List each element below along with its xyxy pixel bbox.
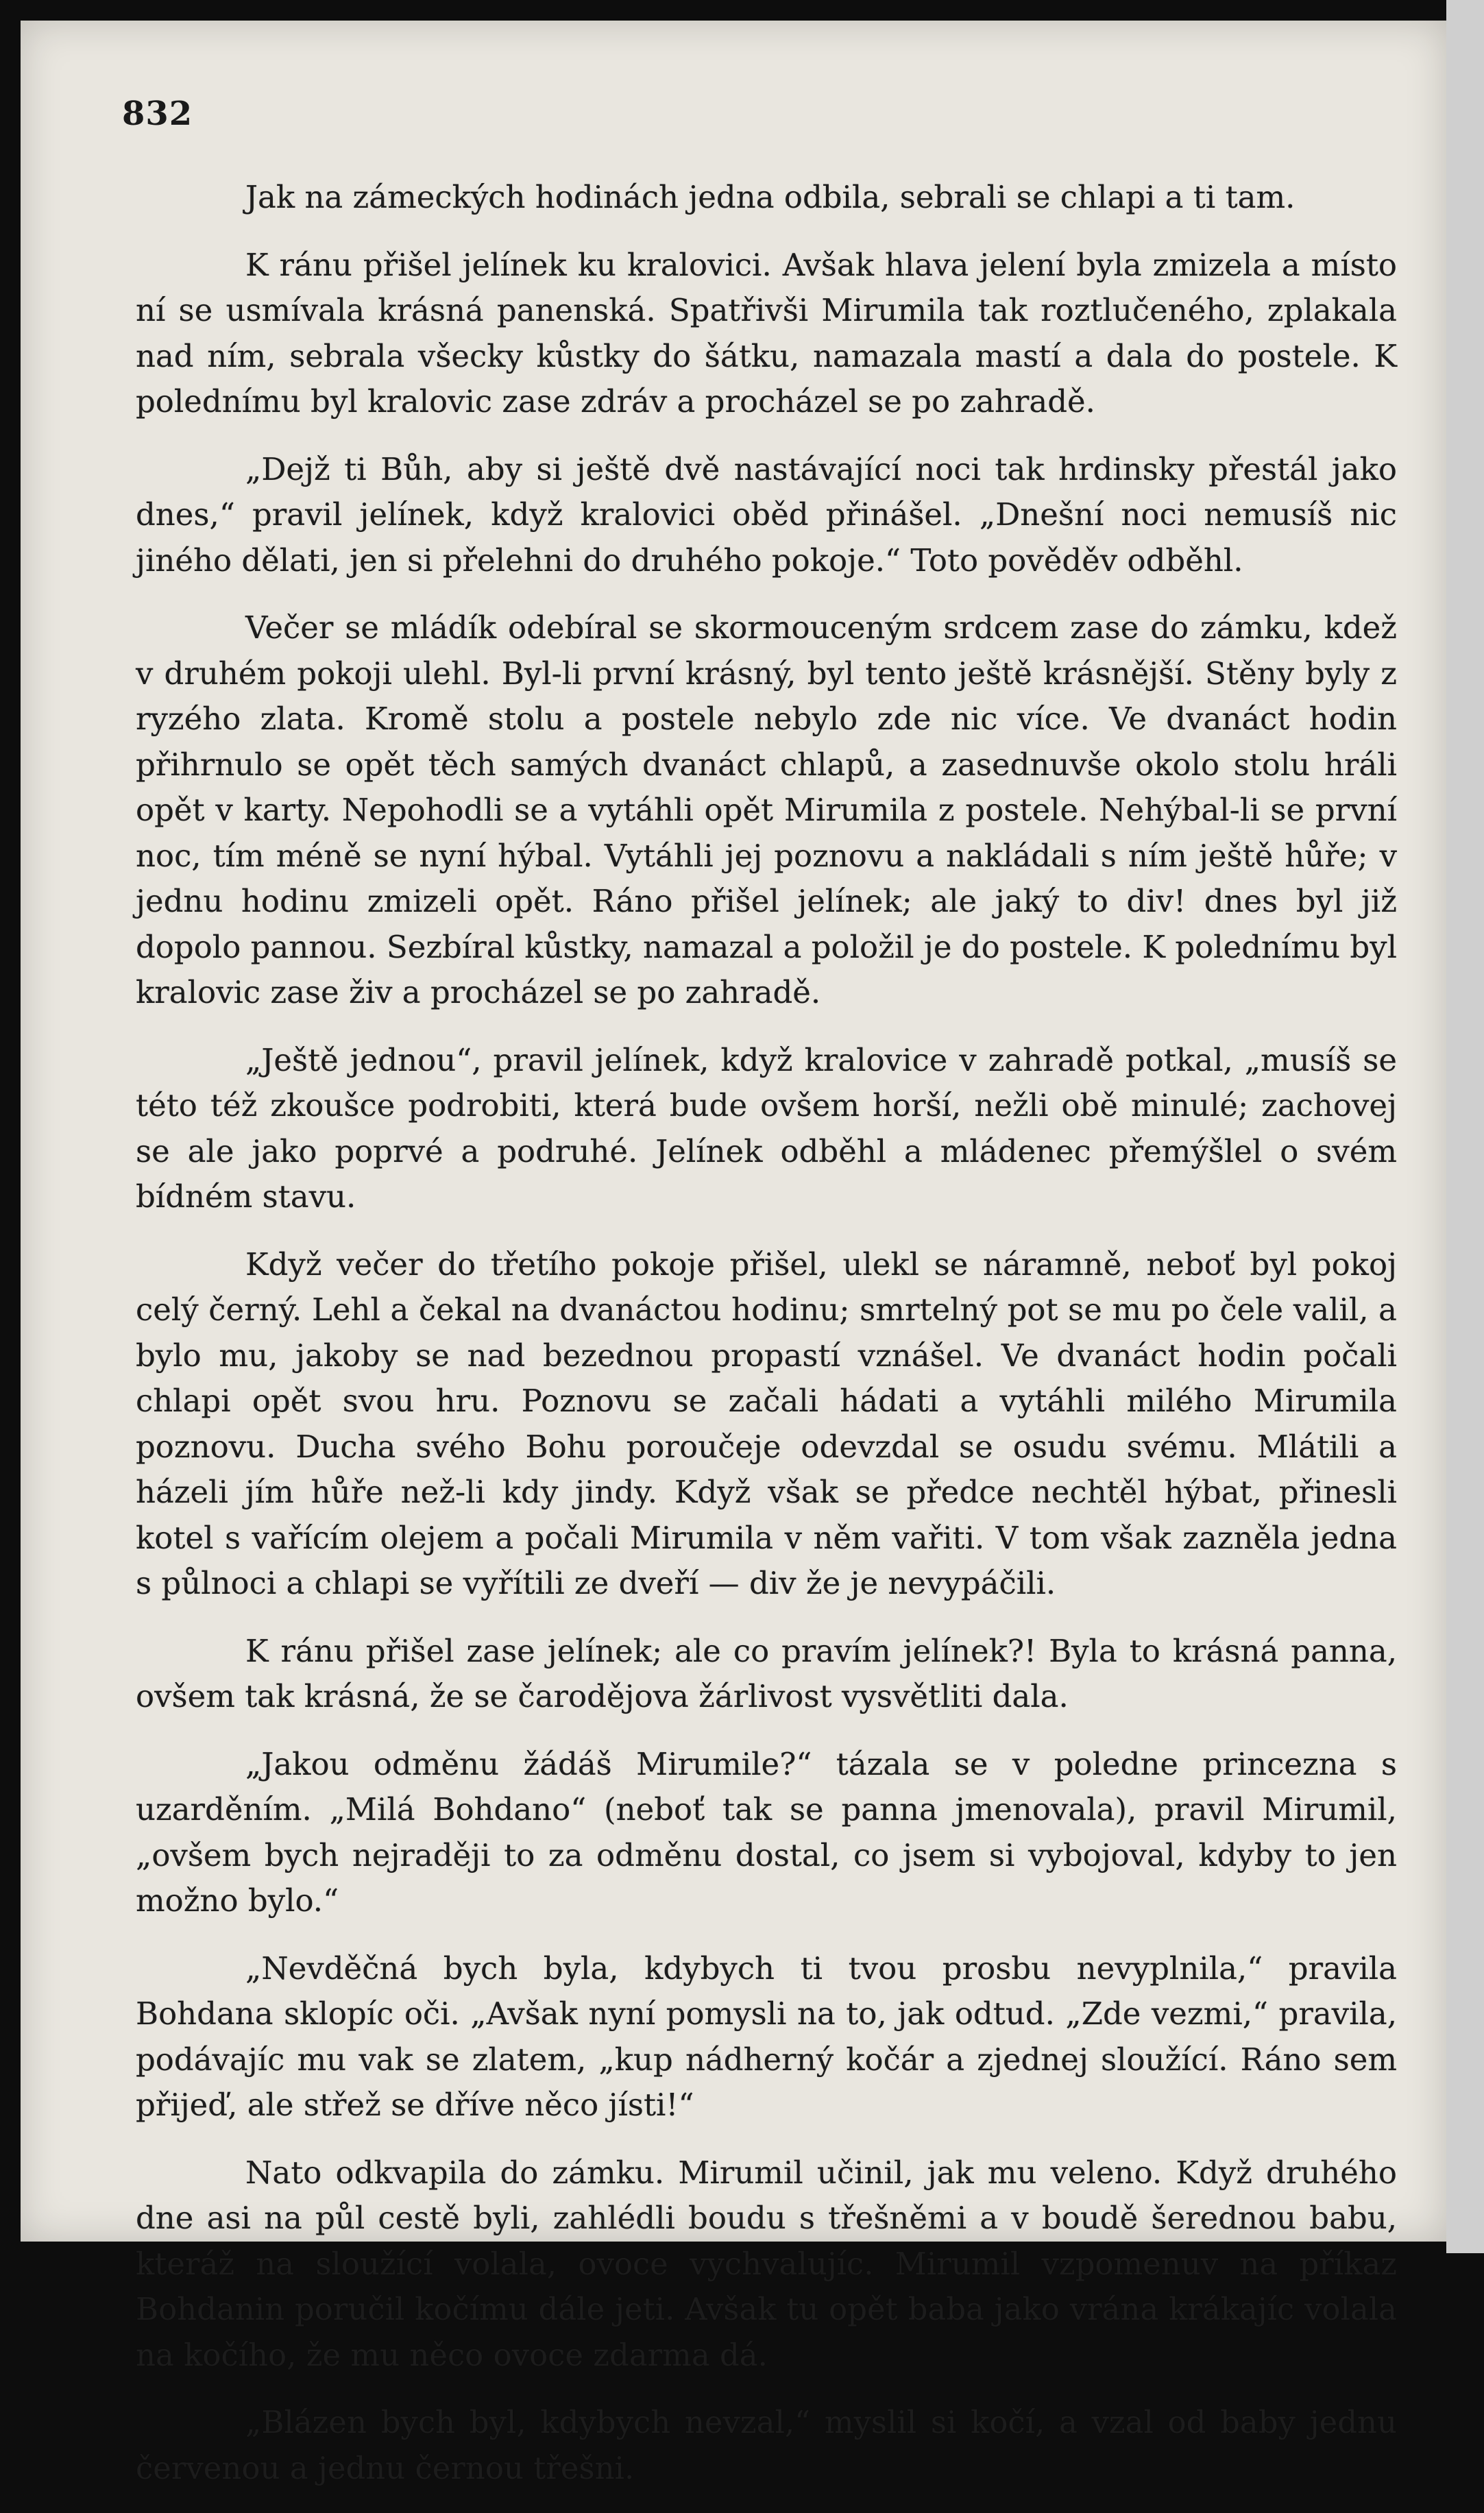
paragraph-4: Večer se mládík odebíral se skormouceným srdcem zase do zámku, kdež v druhém pokoji ulehl. Byl-li první krásný, byl tento ještě krásnější. Stěny byly z ryzého zlata. Kromě stolu a postele nebylo zde nic více. Ve dvanáct hodin přihrnulo se opět těch samých dvanáct chlapů, a zasednuvše okolo stolu hráli opět v karty. Nepohodli se a vytáhli opět Mirumila z postele. Nehýbal-li se první noc, tím méně se nyní hýbal. Vytáhli jej poznovu a nakládali s ním ještě hůře; v jednu hodinu zmizeli opět. Ráno přišel jelínek; ale jaký to div! dnes byl již dopolo pannou. Sezbíral kůstky, namazal a položil je do postele. K polednímu byl kralovic zase živ a procházel se po zahradě. [136, 609, 1397, 1010]
paragraph-9: „Nevděčná bych byla, kdybych ti tvou prosbu nevyplnila,“ pravila Bohdana sklopíc oči. „Avšak nyní pomysli na to, jak odtud. „Zde vezmi,“ pravila, podávajíc mu vak se zlatem, „kup nádherný kočár a zjednej sloužící. Ráno sem přijeď, ale střež se dříve něco jísti!“ [136, 1950, 1397, 2123]
paragraph-6: Když večer do třetího pokoje přišel, ulekl se náramně, neboť byl pokoj celý černý. Lehl a čekal na dvanáctou hodinu; smrtelný pot se mu po čele valil, a bylo mu, jakoby se nad bezednou propastí vznášel. Ve dvanáct hodin počali chlapi opět svou hru. Poznovu se začali hádati a vytáhli milého Mirumila poznovu. Ducha svého Bohu poroučeje odevzdal se osudu svému. Mlátili a házeli jím hůře než-li kdy jindy. Když však se předce nechtěl hýbat, přinesli kotel s vařícím olejem a počali Mirumila v něm vařiti. V tom však zazněla jedna s půlnoci a chlapi se vyřítili ze dveří — div že je nevypáčili. [136, 1246, 1397, 1601]
paragraph-8: „Jakou odměnu žádáš Mirumile?“ tázala se v poledne princezna s uzarděním. „Milá Bohdano“ (neboť tak se panna jmenovala), pravil Mirumil, „ovšem bych nejraději to za odměnu dostal, co jsem si vybojoval, kdyby to jen možno bylo.“ [136, 1745, 1397, 1919]
paragraph-2: K ránu přišel jelínek ku kralovici. Avšak hlava jelení byla zmizela a místo ní se usmívala krásná panenská. Spatřivši Mirumila tak roztlučeného, zplakala nad ním, sebrala všecky kůstky do šátku, namazala mastí a dala do postele. K polednímu byl kralovic zase zdráv a procházel se po zahradě. [136, 246, 1397, 420]
paragraph-5: „Ještě jednou“, pravil jelínek, když kralovice v zahradě potkal, „musíš se této též zkoušce podrobiti, která bude ovšem horší, nežli obě minulé; zachovej se ale jako poprvé a podruhé. Jelínek odběhl a mládenec přemýšlel o svém bídném stavu. [136, 1041, 1397, 1215]
body-text [136, 175, 1397, 2513]
page-number: 832 [122, 95, 193, 133]
paragraph-7: K ránu přišel zase jelínek; ale co pravím jelínek?! Byla to krásná panna, ovšem tak krásná, že se čarodějova žárlivost vysvětliti dala. [136, 1632, 1397, 1714]
paragraph-10: Nato odkvapila do zámku. Mirumil učinil, jak mu veleno. Když druhého dne asi na půl cestě byli, zahlédli boudu s třešněmi a v boudě šerednou babu, kteráž na sloužící volala, ovoce vychvalujíc. Mirumil vzpomenuv na příkaz Bohdanin poručil kočímu dále jeti. Avšak tu opět baba jako vrána krákajíc volala na kočího, že mu něco ovoce zdarma dá. [136, 2154, 1397, 2373]
scanner-edge [1446, 0, 1484, 2253]
paragraph-3: „Dejž ti Bůh, aby si ještě dvě nastávající noci tak hrdinsky přestál jako dnes,“ pravil jelínek, když kralovici oběd přinášel. „Dnešní noci nemusíš nic jiného dělati, jen si přelehni do druhého pokoje.“ Toto pověděv odběhl. [136, 450, 1397, 579]
paragraph-11: „Blázen bych byl, kdybych nevzal,“ myslil si kočí, a vzal od baby jednu červenou a jednu černou třešni. [136, 2404, 1397, 2486]
paragraph-1: Jak na zámeckých hodinách jedna odbila, sebrali se chlapi a ti tam. [245, 179, 1296, 215]
